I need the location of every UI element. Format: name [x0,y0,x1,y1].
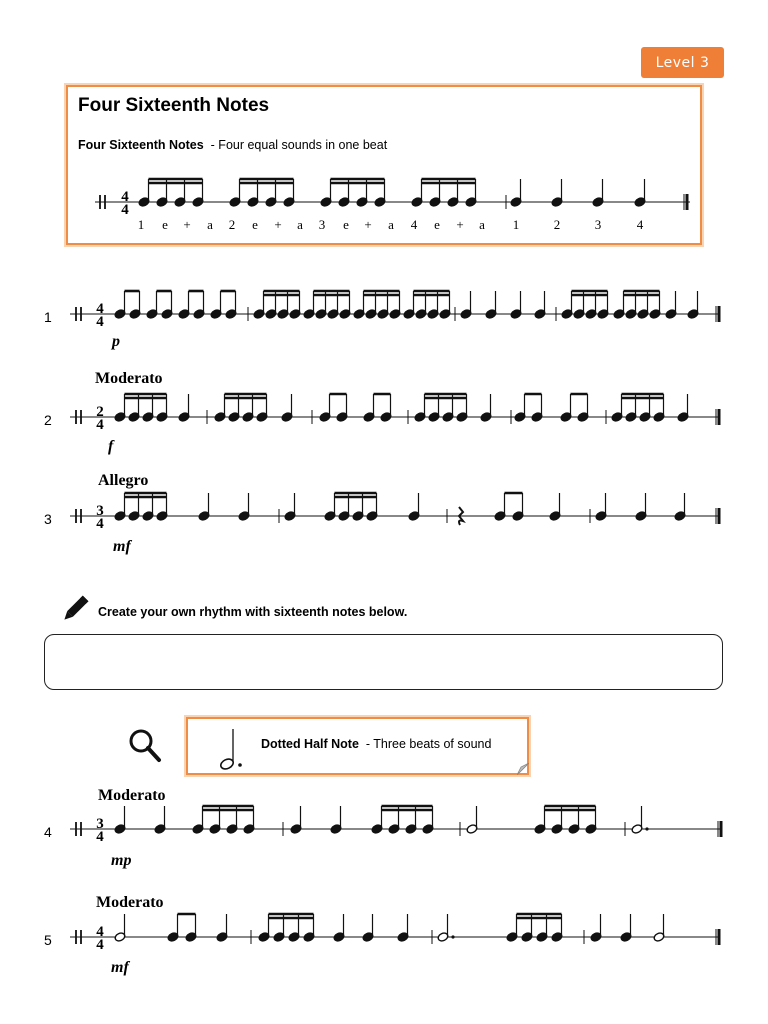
info-description [78,138,387,152]
time-signature-bottom: 4 [96,314,104,330]
time-signature-bottom: 4 [96,937,104,953]
dotted-half-note-info-box [186,717,529,775]
tempo-marking: Moderato [96,894,164,911]
time-signature-bottom: 4 [96,829,104,845]
dotted-description [261,737,491,751]
time-signature-top: 3 [96,503,104,519]
exercise-2-staff [0,387,768,447]
exercise-number: 3 [44,511,52,527]
dotted-half-note-icon [216,727,248,773]
info-staff [0,172,768,232]
count-label: 4 [636,217,644,232]
time-signature-top: 3 [96,816,104,832]
count-label: 2 [553,217,561,232]
count-label: + [183,217,191,232]
count-label: a [388,217,394,232]
time-signature-top: 2 [96,404,104,420]
count-label: a [479,217,485,232]
exercise-number: 5 [44,932,52,948]
augmentation-dot [451,935,454,938]
exercise-5-staff [0,907,768,967]
count-label: + [364,217,372,232]
count-label: 3 [318,217,326,232]
augmentation-dot [645,827,648,830]
pencil-icon [58,592,92,626]
time-signature-bottom: 4 [96,516,104,532]
dynamic-marking: mf [111,959,129,976]
count-label: + [456,217,464,232]
dynamic-marking: mf [113,538,131,555]
count-label: 1 [512,217,520,232]
dotted-term: Dotted Half Note [261,737,359,751]
count-label: a [297,217,303,232]
exercise-number: 1 [44,309,52,325]
count-label: e [343,217,349,232]
time-signature-top: 4 [121,189,129,205]
tempo-marking: Moderato [98,787,166,804]
exercise-number: 2 [44,412,52,428]
info-desc-term: Four Sixteenth Notes [78,138,204,152]
dynamic-marking: mp [111,852,132,869]
count-label: 2 [228,217,236,232]
info-title: Four Sixteenth Notes [78,95,270,116]
time-signature-bottom: 4 [96,417,104,433]
info-desc-text: - Four equal sounds in one beat [210,138,388,152]
count-label: + [274,217,282,232]
page-curl [517,763,529,775]
rhythm-answer-box[interactable] [44,634,723,690]
dotted-text: - Three beats of sound [365,737,492,751]
magnifier-icon [127,726,163,766]
dynamic-marking: p [112,333,120,350]
count-label: e [162,217,168,232]
count-label: e [252,217,258,232]
time-signature-top: 4 [96,301,104,317]
count-label: a [207,217,213,232]
count-label: 4 [410,217,418,232]
time-signature-bottom: 4 [121,202,129,218]
count-label: 1 [137,217,145,232]
tempo-marking: Moderato [95,370,163,387]
time-signature-top: 4 [96,924,104,940]
create-prompt: Create your own rhythm with sixteenth notes below. [98,605,408,619]
count-label: 3 [594,217,602,232]
level-badge: Level 3 [641,47,724,78]
exercise-4-staff [0,799,768,859]
count-label: e [434,217,440,232]
exercise-3-staff [0,486,768,546]
dynamic-marking: f [108,438,114,455]
exercise-number: 4 [44,824,52,840]
tempo-marking: Allegro [98,472,149,489]
